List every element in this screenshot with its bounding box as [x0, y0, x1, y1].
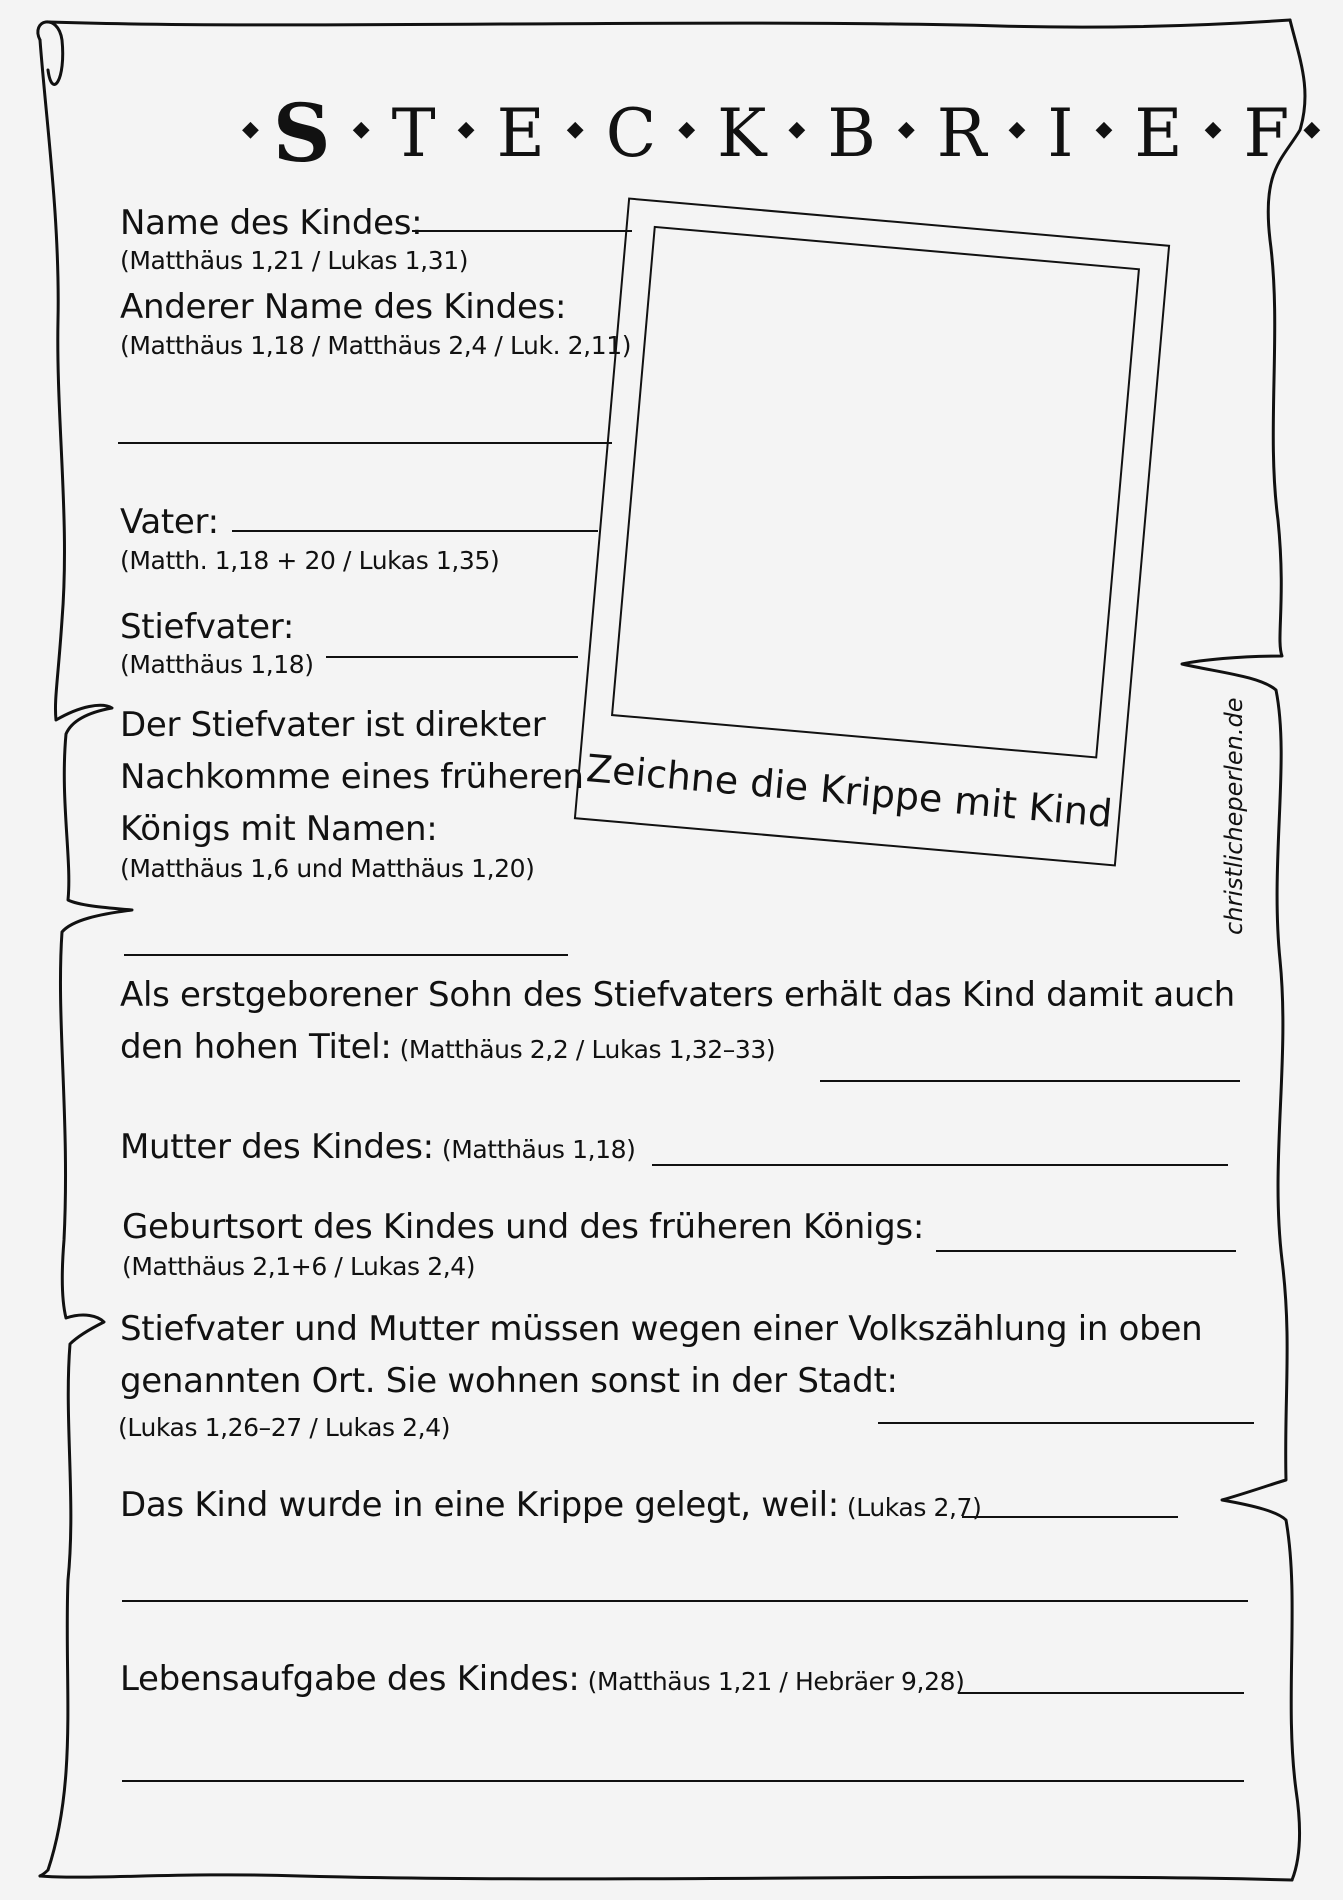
ornament-icon: ◆: [242, 116, 259, 142]
title-letter: R: [936, 94, 987, 172]
field-label-other-name: Anderer Name des Kindes:: [120, 287, 567, 327]
field-ref-manger: (Lukas 2,7): [846, 1493, 982, 1522]
ornament-icon: ◆: [1303, 116, 1321, 142]
field-label-mother: Mutter des Kindes: (Matthäus 1,18): [120, 1127, 636, 1167]
answer-line-manger-2[interactable]: [122, 1600, 1248, 1602]
field-ref-descendant: (Matthäus 1,6 und Matthäus 1,20): [120, 854, 535, 883]
ornament-icon: ◆: [788, 116, 806, 142]
drawing-caption: Zeichne die Krippe mit Kind: [584, 746, 1115, 836]
ornament-icon: ◆: [1095, 116, 1113, 142]
field-label-descendant: Der Stiefvater ist direkter: [120, 705, 546, 745]
answer-line-stepfather[interactable]: [326, 656, 578, 658]
field-ref-mother: (Matthäus 1,18): [441, 1135, 636, 1164]
title-letter: F: [1243, 94, 1290, 172]
field-label-birthplace: Geburtsort des Kindes und des früheren Königs:: [122, 1207, 925, 1247]
answer-line-father[interactable]: [232, 530, 598, 532]
field-label-manger: Das Kind wurde in eine Krippe gelegt, weil: (Lukas 2,7): [120, 1485, 982, 1525]
ornament-icon: ◆: [566, 116, 584, 142]
ornament-icon: ◆: [352, 116, 370, 142]
field-label-title: Als erstgeborener Sohn des Stiefvaters erhält das Kind damit auch: [120, 975, 1235, 1015]
title-letter: I: [1047, 94, 1074, 172]
field-label-census: genannten Ort. Sie wohnen sonst in der Stadt:: [120, 1361, 898, 1401]
field-ref-census: (Lukas 1,26–27 / Lukas 2,4): [118, 1413, 451, 1442]
answer-line-title[interactable]: [820, 1080, 1240, 1082]
title-letter: E: [496, 94, 545, 172]
answer-line-other-name[interactable]: [118, 442, 612, 444]
field-ref-life-task: (Matthäus 1,21 / Hebräer 9,28): [587, 1667, 965, 1696]
title-letter: B: [827, 94, 876, 172]
drawing-area[interactable]: [611, 226, 1140, 759]
ornament-icon: ◆: [457, 116, 475, 142]
title-letter: E: [1134, 94, 1183, 172]
field-label-title: den hohen Titel: (Matthäus 2,2 / Lukas 1,32–33): [120, 1027, 776, 1067]
field-label-descendant: Nachkomme eines früheren: [120, 757, 584, 797]
field-label-census: Stiefvater und Mutter müssen wegen einer Volkszählung in oben: [120, 1309, 1203, 1349]
field-label-father: Vater:: [120, 502, 219, 542]
field-label-descendant: Königs mit Namen:: [120, 809, 438, 849]
answer-line-census[interactable]: [878, 1422, 1254, 1424]
ornament-icon: ◆: [1008, 116, 1026, 142]
ornament-icon: ◆: [1204, 116, 1222, 142]
field-ref-birthplace: (Matthäus 2,1+6 / Lukas 2,4): [122, 1252, 476, 1281]
field-label-life-task: Lebensaufgabe des Kindes: (Matthäus 1,21 / Hebräer 9,28): [120, 1659, 965, 1699]
field-ref-father: (Matth. 1,18 + 20 / Lukas 1,35): [120, 546, 500, 575]
field-label-stepfather: Stiefvater:: [120, 607, 294, 647]
title-letter: S: [272, 86, 331, 180]
drawing-frame[interactable]: [574, 197, 1170, 866]
field-ref-name: (Matthäus 1,21 / Lukas 1,31): [120, 246, 469, 275]
answer-line-birthplace[interactable]: [936, 1250, 1236, 1252]
field-label-name: Name des Kindes:: [120, 203, 423, 243]
field-ref-other-name: (Matthäus 1,18 / Matthäus 2,4 / Luk. 2,11): [120, 331, 632, 360]
answer-line-manger[interactable]: [962, 1516, 1178, 1518]
answer-line-descendant[interactable]: [124, 954, 568, 956]
title-letter: T: [391, 94, 436, 172]
field-ref-stepfather: (Matthäus 1,18): [120, 650, 314, 679]
page-title: [228, 86, 1334, 180]
answer-line-life-task[interactable]: [958, 1692, 1244, 1694]
ornament-icon: ◆: [897, 116, 915, 142]
answer-line-name[interactable]: [412, 230, 632, 232]
title-letter: C: [605, 94, 657, 172]
answer-line-life-task-2[interactable]: [122, 1780, 1244, 1782]
field-ref-title: (Matthäus 2,2 / Lukas 1,32–33): [399, 1035, 776, 1064]
title-letter: K: [717, 94, 767, 172]
ornament-icon: ◆: [678, 116, 696, 142]
side-credit: christlicheperlen.de: [1220, 697, 1248, 935]
answer-line-mother[interactable]: [652, 1164, 1228, 1166]
